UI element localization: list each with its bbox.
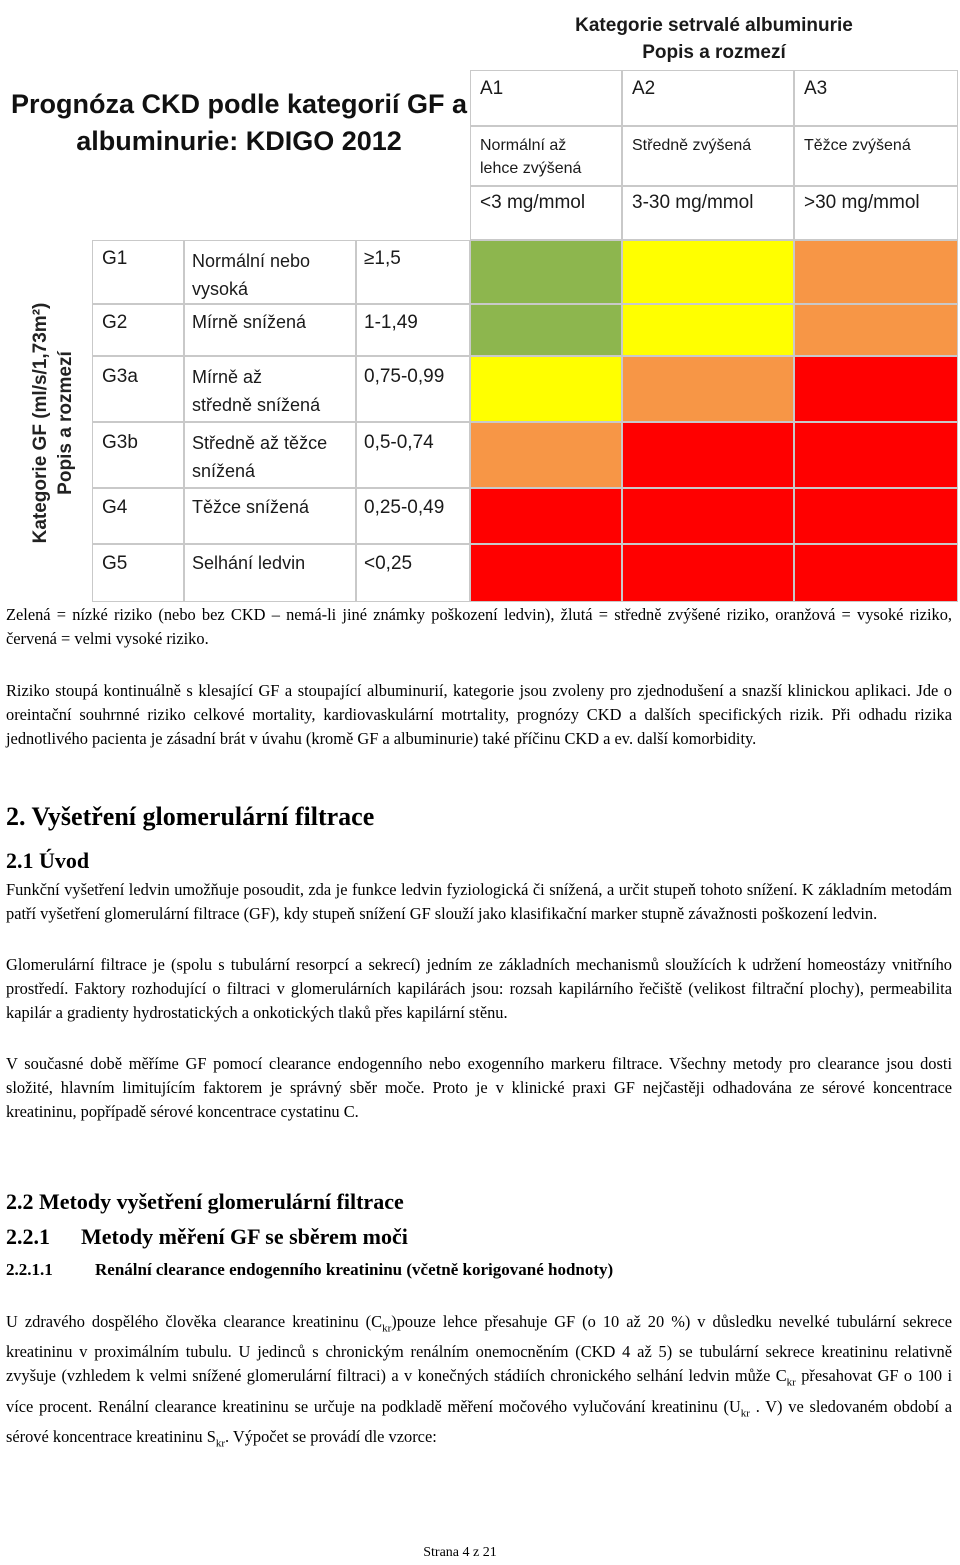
section-heading-2-2: 2.2 Metody vyšetření glomerulární filtrace <box>6 1189 404 1214</box>
a3-desc: Těžce zvýšená <box>804 137 911 154</box>
g4-desc: Těžce snížená <box>192 497 310 517</box>
section-heading-2: 2. Vyšetření glomerulární filtrace <box>6 802 375 831</box>
g3b-desc: Středně až těžce snížená <box>192 433 328 481</box>
risk-cell-g4-a1 <box>470 488 622 544</box>
a3-range: >30 mg/mmol <box>804 192 920 213</box>
risk-cell-g3b-a2 <box>622 422 794 488</box>
kdigo-risk-table <box>0 0 960 604</box>
a2-desc: Středně zvýšená <box>632 137 752 154</box>
a1-range: <3 mg/mmol <box>480 192 586 213</box>
gf-category-vertical-cell <box>8 240 92 602</box>
section-heading-2-2-1-1 <box>6 1260 613 1280</box>
risk-cell-g2-a1 <box>470 304 622 356</box>
a2-code: A2 <box>632 78 656 99</box>
g2-code: G2 <box>102 312 128 333</box>
intro-paragraph: Funkční vyšetření ledvin umožňuje posoudit, zda je funkce ledvin fyziologická či snížená, a určit stupeň tohoto snížení. K základním metodám patří vyšetření glomerulární filtrace (GF), kdy stupeň snížení GF slouží jako klasifikační marker stupně závažnosti poškození ledvin. <box>6 880 952 923</box>
g4-code: G4 <box>102 497 128 518</box>
g3a-code: G3a <box>102 366 138 387</box>
g1-range: ≥1,5 <box>364 248 401 269</box>
heading-title: Renální clearance endogenního kreatininu (včetně korigované hodnoty) <box>95 1260 614 1279</box>
page-footer: Strana 4 z 21 <box>423 1545 497 1560</box>
risk-cell-g1-a2 <box>622 240 794 304</box>
risk-cell-g5-a1 <box>470 544 622 602</box>
a1-code: A1 <box>480 78 504 99</box>
clearance-paragraph: V současné době měříme GF pomocí clearance endogenního nebo exogenního markeru filtrace. Všechny metody pro clearance jsou dosti složité, hlavním limitujícím faktorem je správný sběr moče. Proto je v klinické praxi GF nejčastěji odhadována ze sérové koncentrace kreatininu, popřípadě sérové koncentrace cystatinu C. <box>6 1054 952 1121</box>
risk-cell-g3b-a1 <box>470 422 622 488</box>
albuminuria-header-title: Kategorie setrvalé albuminurie Popis a rozmezí <box>575 15 853 63</box>
risk-paragraph: Riziko stoupá kontinuálně s klesající GF a stoupající albuminurií, kategorie jsou zvoleny pro zjednodušení a snazší klinickou aplikaci. Jde o oreintační souhrnné riziko celkové mortality, kardiovaskulární motrtality, prognózy CKD a dalších specifických rizik. Při odhadu rizika jednotlivého pacienta je zásadní brát v úvahu (kromě GF a albuminurie) také příčinu CKD a ev. další komorbidity. <box>6 681 952 748</box>
risk-cell-g4-a3 <box>794 488 958 544</box>
gf-category-vertical-label: Kategorie GF (ml/s/1,73m²) Popis a rozmezí <box>30 302 76 544</box>
a2-range: 3-30 mg/mmol <box>632 192 754 213</box>
risk-cell-g3a-a3 <box>794 356 958 422</box>
risk-cell-g1-a3 <box>794 240 958 304</box>
g3b-range: 0,5-0,74 <box>364 432 434 453</box>
heading-title: Metody měření GF se sběrem moči <box>81 1224 408 1249</box>
heading-number: 2.2.1 <box>6 1224 50 1249</box>
risk-cell-g3a-a1 <box>470 356 622 422</box>
g5-range: <0,25 <box>364 553 413 574</box>
table-title: Prognóza CKD podle kategorií GF a albuminurie: KDIGO 2012 <box>10 89 468 156</box>
risk-cell-g4-a2 <box>622 488 794 544</box>
g1-code: G1 <box>102 248 128 269</box>
risk-cell-g2-a2 <box>622 304 794 356</box>
color-legend-paragraph: Zelená = nízké riziko (nebo bez CKD – nemá-li jiné známky poškození ledvin), žlutá = středně zvýšené riziko, oranžová = vysoké riziko, červená = velmi vysoké riziko. <box>6 605 952 648</box>
risk-cell-g5-a2 <box>622 544 794 602</box>
a1-desc: Normální až lehce zvýšená <box>480 137 582 177</box>
risk-cell-g2-a3 <box>794 304 958 356</box>
g2-desc: Mírně snížená <box>192 312 307 332</box>
risk-cell-g3a-a2 <box>622 356 794 422</box>
g2-range: 1-1,49 <box>364 312 418 333</box>
creatinine-paragraph: U zdravého dospělého člověka clearance kreatininu $(C_{kr})pouze$ lehce přesahuje GF (o 10 až 20 %) v důsledku nevelké tubulární sekrece kreatininu v proximálním tubulu. U jedinců s chronickým renálním onemocněním (CKD 4 až 5) se tubulární sekrece kreatininu relativně zvyšuje (vzhledem k velmi snížené glomerulární filtraci) a v konečných stádiích chronického selhání ledvin může $C_{kr}$ přesahovat GF o 100 i více procent. Renální clearance kreatininu se určuje na podkladě měření močového vylučování kreatininu ($U_{kr}$ . V) ve sledovaném období a sérové koncentrace kreatininu $S_{kr}$. Výpočet se provádí dle vzorce: <box>6 1312 952 1450</box>
g3b-code: G3b <box>102 432 138 453</box>
g3a-desc: Mírně až středně snížená <box>192 367 321 415</box>
g4-range: 0,25-0,49 <box>364 497 445 518</box>
heading-number: 2.2.1.1 <box>6 1260 53 1279</box>
section-heading-2-1: 2.1 Úvod <box>6 848 90 873</box>
g5-desc: Selhání ledvin <box>192 553 306 573</box>
risk-cell-g5-a3 <box>794 544 958 602</box>
risk-cell-g3b-a3 <box>794 422 958 488</box>
g1-desc: Normální nebo vysoká <box>192 251 311 299</box>
filtration-paragraph: Glomerulární filtrace je (spolu s tubulární resorpcí a sekrecí) jedním ze základních mechanismů sloužících k udržení homeostázy vnitřního prostředí. Faktory rozhodující o filtraci v glomerulárních kapilárách jsou: rozsah kapilárního řečiště (velikost filtrační plochy), permeabilita kapilár a gradienty hydrostatických a onkotických tlaků přes kapilární stěnu. <box>6 955 952 1022</box>
a3-code: A3 <box>804 78 828 99</box>
risk-cell-g1-a1 <box>470 240 622 304</box>
g5-code: G5 <box>102 553 128 574</box>
section-heading-2-2-1 <box>6 1224 408 1250</box>
g3a-range: 0,75-0,99 <box>364 366 445 387</box>
